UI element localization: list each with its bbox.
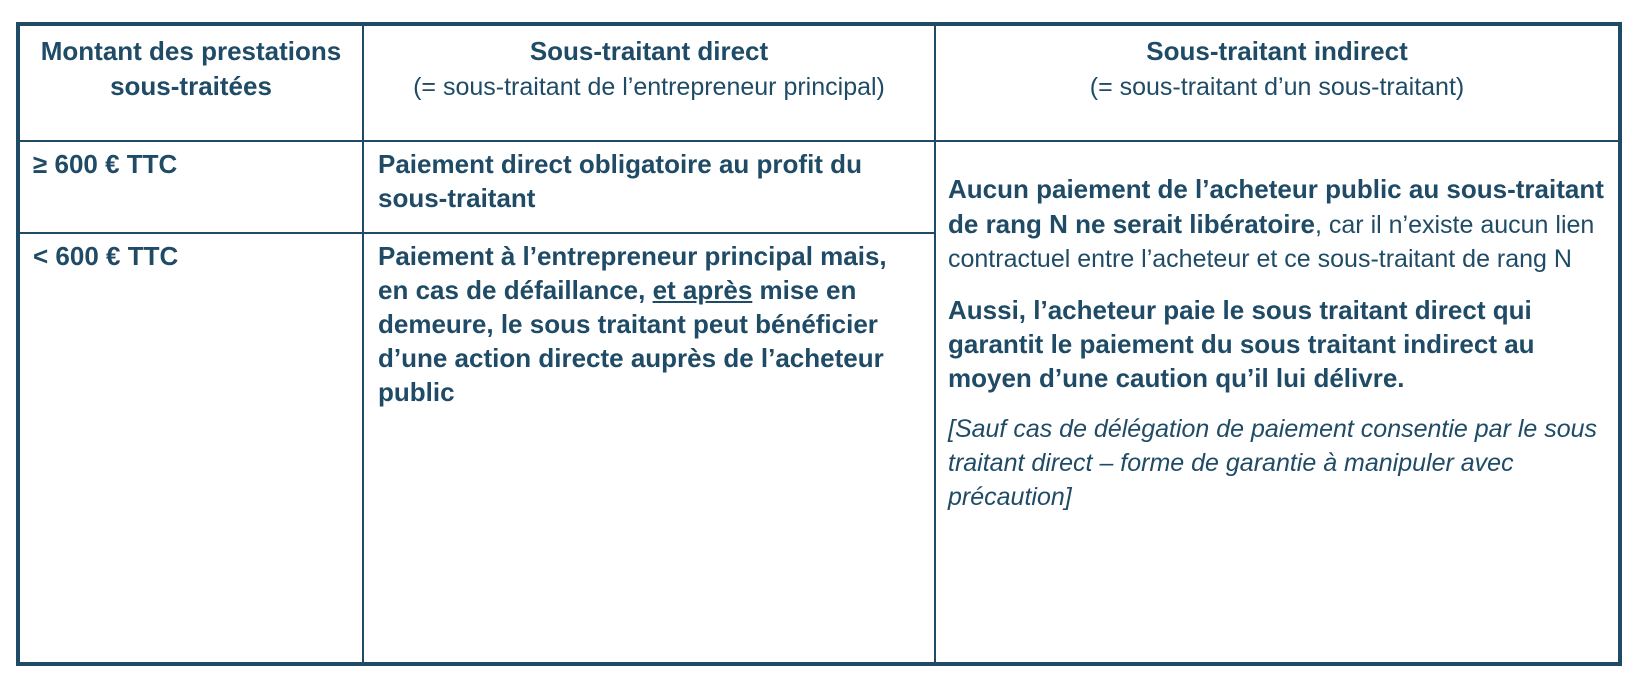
direct-cell-low [364,234,936,662]
indirect-cell [936,142,1618,662]
indirect-paragraph-1 [948,172,1608,276]
direct-rule-high: Paiement direct obligatoire au profit du sous-traitant [378,149,862,213]
header-amount [20,26,364,142]
direct-rule-low-underlined: et après [652,275,753,305]
header-direct-title: Sous-traitant direct [529,36,769,66]
threshold-cell-high [20,142,364,234]
header-indirect-title: Sous-traitant indirect [1146,36,1408,66]
indirect-paragraph-2: Aussi, l’acheteur paie le sous traitant direct qui garantit le paiement du sous traitant indirect au moyen d’une caution qu’il lui délivre. [948,295,1535,393]
threshold-cell-low [20,234,364,662]
header-direct [364,26,936,142]
indirect-p1-bold: Aucun paiement de l’acheteur public au sous-traitant de rang N ne serait libératoire [948,174,1604,239]
header-indirect [936,26,1618,142]
threshold-high: ≥ 600 € TTC [33,149,178,179]
direct-cell-high [364,142,936,234]
direct-rule-low-part2: mise en demeure, le sous traitant peut bénéficier d’une action directe auprès de l’acheteur public [378,275,884,407]
threshold-low: < 600 € TTC [33,241,179,271]
header-amount-text: Montant des prestations sous-traitées [40,36,342,101]
direct-rule-low [364,234,934,409]
header-indirect-subtitle: (= sous-traitant d’un sous-traitant) [1089,73,1465,101]
indirect-paragraph-3: [Sauf cas de délégation de paiement consentie par le sous traitant direct – forme de garantie à manipuler avec précaution] [948,415,1598,511]
direct-rule-low-part1: Paiement à l’entrepreneur principal mais, en cas de défaillance, [378,241,887,305]
subcontracting-table [16,22,1622,666]
header-direct-subtitle: (= sous-traitant de l’entrepreneur principal) [413,73,885,101]
indirect-p1-normal: , car il n’existe aucun lien contractuel entre l’acheteur et ce sous-traitant de rang N [948,211,1595,273]
